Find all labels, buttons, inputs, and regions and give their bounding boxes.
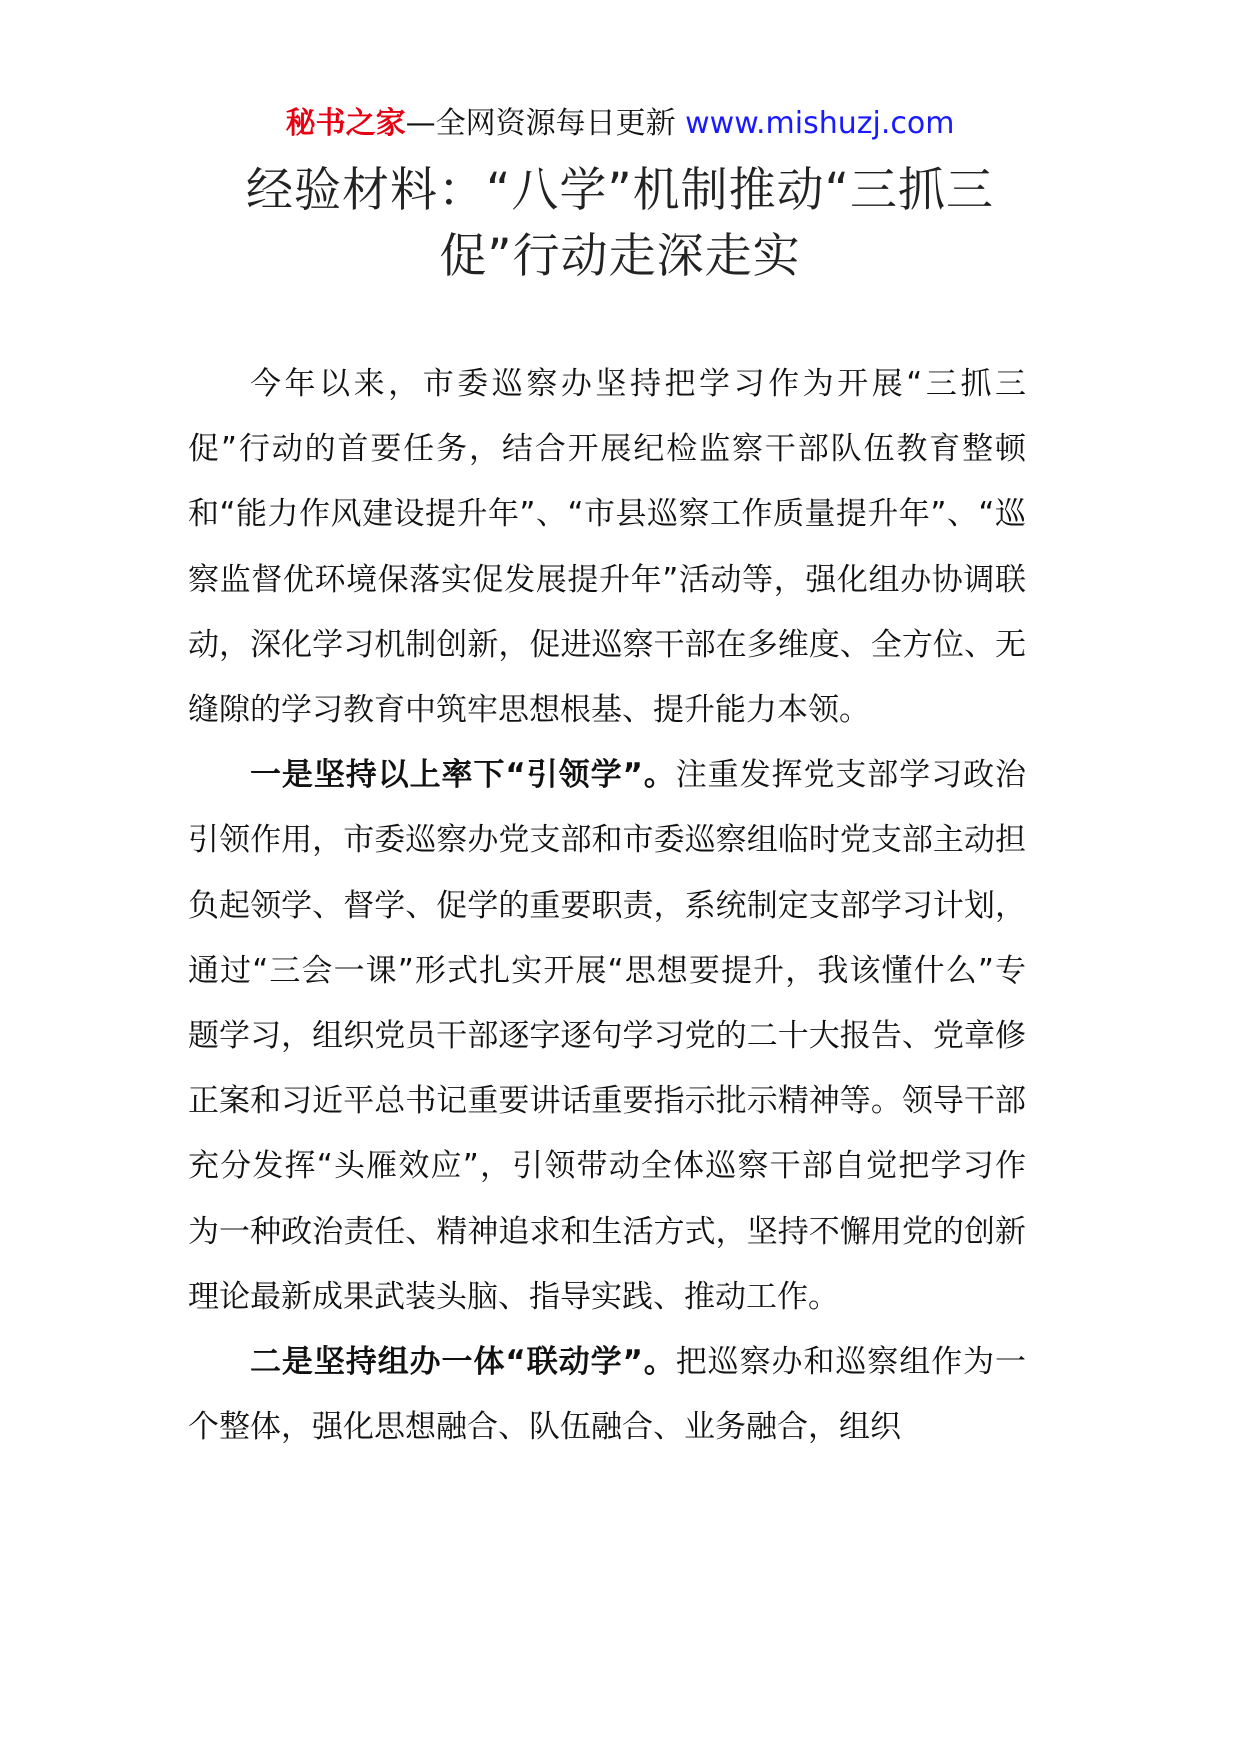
paragraph-lead: 二是坚持组办一体“联动学”。 xyxy=(250,1344,676,1381)
paragraph-text: 今年以来，市委巡察办坚持把学习作为开展“三抓三促”行动的首要任务，结合开展纪检监察干部队伍教育整顿和“能力作风建设提升年”、“市县巡察工作质量提升年”、“巡察监督优环境保落实促发展提升年”活动等，强化组办协调联动，深化学习机制创新，促进巡察干部在多维度、全方位、无缝隙的学习教育中筑牢思想根基、提升能力本领。 xyxy=(188,366,1026,729)
document-body xyxy=(188,352,1026,1460)
paragraph-point-one xyxy=(188,743,1026,1330)
paragraph-text: 注重发挥党支部学习政治引领作用，市委巡察办党支部和市委巡察组临时党支部主动担负起领学、督学、促学的重要职责，系统制定支部学习计划，通过“三会一课”形式扎实开展“思想要提升，我该懂什么”专题学习，组织党员干部逐字逐句学习党的二十大报告、党章修正案和习近平总书记重要讲话重要指示批示精神等。领导干部充分发挥“头雁效应”，引领带动全体巡察干部自觉把学习作为一种政治责任、精神追求和生活方式，坚持不懈用党的创新理论最新成果武装头脑、指导实践、推动工作。 xyxy=(188,757,1027,1315)
site-brand: 秘书之家 xyxy=(285,106,406,141)
paragraph-lead: 一是坚持以上率下“引领学”。 xyxy=(250,757,676,794)
paragraph-point-two xyxy=(188,1330,1026,1460)
document-title: 经验材料：“八学”机制推动“三抓三促”行动走深走实 xyxy=(245,163,995,284)
site-url-link[interactable]: www.mishuzj.com xyxy=(685,106,955,141)
paragraph-intro xyxy=(188,352,1026,743)
site-slogan: —全网资源每日更新 xyxy=(405,106,686,141)
site-header xyxy=(0,104,1240,144)
paragraph-text: 把巡察办和巡察组作为一个整体，强化思想融合、队伍融合、业务融合，组织 xyxy=(188,1344,1027,1446)
